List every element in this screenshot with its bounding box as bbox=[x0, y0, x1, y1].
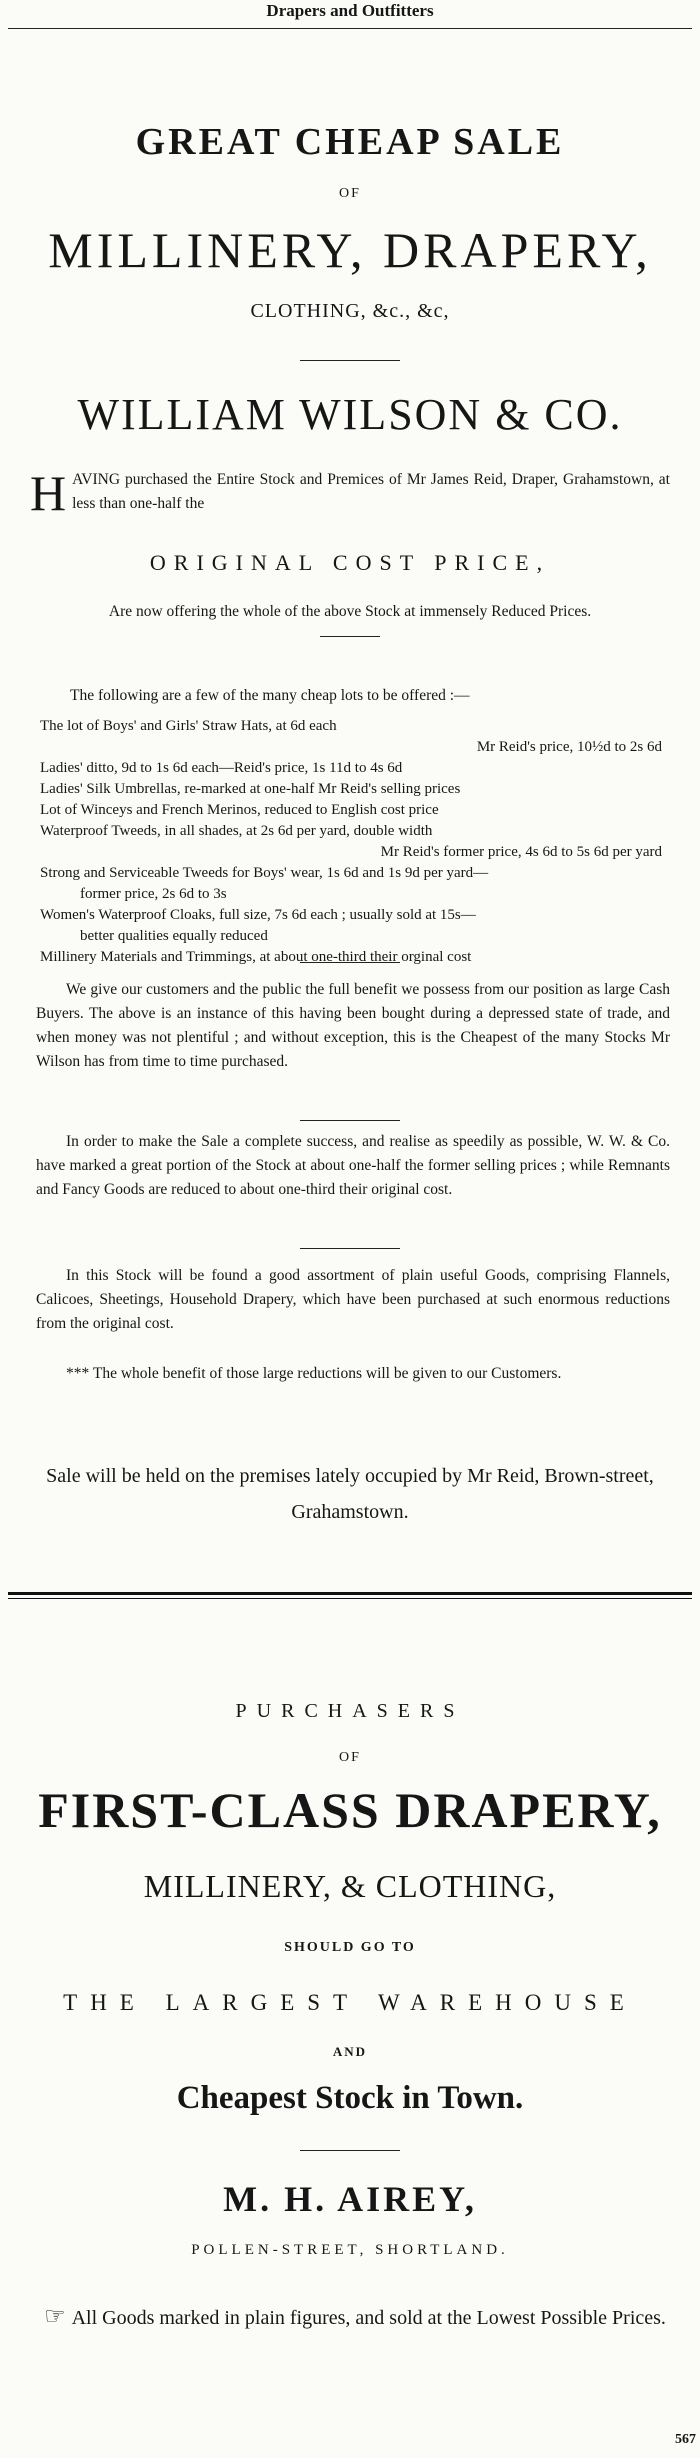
ad2-goods-notice bbox=[30, 2300, 680, 2335]
ad1-firm-name: WILLIAM WILSON & CO. bbox=[77, 390, 623, 439]
ad2-of: OF bbox=[339, 1750, 361, 1765]
ad1-paragraph-benefit-cash: We give our customers and the public the full benefit we possess from our position as large Cash Buyers. The above is an instance of this having been bought during a depressed state of trade, and when money was not plentiful ; and without exception, this is the Cheapest of the many Stocks Mr Wilson has from time to time purchased. bbox=[36, 981, 670, 1070]
ad2-headline: FIRST-CLASS DRAPERY, bbox=[38, 1782, 662, 1838]
ad1-following: The following are a few of the many cheap lots to be offered :— bbox=[70, 687, 470, 704]
ad2-address: POLLEN-STREET, SHORTLAND. bbox=[191, 2242, 509, 2258]
ad2-subject: MILLINERY, & CLOTHING, bbox=[143, 1868, 557, 1904]
ad2-largest-warehouse: THE LARGEST WAREHOUSE bbox=[63, 1990, 637, 2015]
ad1-original-cost: ORIGINAL COST PRICE, bbox=[149, 550, 551, 575]
list-item: Mr Reid's former price, 4s 6d to 5s 6d per yard bbox=[380, 844, 662, 860]
ad2-purchasers: PURCHASERS bbox=[235, 1700, 465, 1722]
list-item: Waterproof Tweeds, in all shades, at 2s 6d per yard, double width bbox=[40, 823, 433, 839]
list-item: Strong and Serviceable Tweeds for Boys' wear, 1s 6d and 1s 9d per yard— bbox=[40, 865, 489, 881]
section-divider-thick bbox=[8, 1592, 692, 1595]
pointing-hand-icon: ☞ bbox=[44, 2304, 66, 2330]
ad2-and: AND bbox=[332, 2044, 368, 2059]
ad1-paragraph-stock: In this Stock will be found a good assortment of plain useful Goods, comprising Flannels, Calicoes, Sheetings, Household Drapery, which have been purchased at such enormous reductions from the original cost. bbox=[36, 1267, 670, 1332]
ad1-subject: MILLINERY, DRAPERY, bbox=[48, 222, 652, 278]
list-item: better qualities equally reduced bbox=[80, 928, 268, 944]
ad1-offering: Are now offering the whole of the above Stock at immensely Reduced Prices. bbox=[108, 603, 592, 620]
ad1-paragraph-whole-benefit: *** The whole benefit of those large reductions will be given to our Customers. bbox=[66, 1365, 562, 1382]
list-item: The lot of Boys' and Girls' Straw Hats, at 6d each bbox=[40, 718, 337, 734]
ad2-firm-name: M. H. AIREY, bbox=[223, 2179, 477, 2219]
divider-rule bbox=[300, 2150, 400, 2151]
section-divider-thin bbox=[8, 1598, 692, 1599]
ad1-headline: GREAT CHEAP SALE bbox=[135, 121, 565, 163]
header-rule bbox=[8, 28, 692, 29]
list-item: Millinery Materials and Trimmings, at about one-third their orginal cost bbox=[40, 949, 472, 965]
divider-rule bbox=[320, 636, 380, 637]
list-item: Ladies' ditto, 9d to 1s 6d each—Reid's price, 1s 11d to 4s 6d bbox=[40, 760, 403, 776]
ad2-cheapest: Cheapest Stock in Town. bbox=[176, 2080, 524, 2116]
divider-rule bbox=[300, 1248, 400, 1249]
ad1-sale-notice: Sale will be held on the premises lately occupied by Mr Reid, Brown-street, Grahamstown. bbox=[46, 1465, 654, 1523]
ad1-clothing: CLOTHING, &c., &c, bbox=[250, 300, 450, 322]
ad1-paragraph-order: In order to make the Sale a complete success, and realise as speedily as possible, W. W. & Co. have marked a great portion of the Stock at about one-half the former selling prices ; while Remnants and Fancy Goods are reduced to about one-third their original cost. bbox=[36, 1133, 670, 1198]
page-header: Drapers and Outfitters bbox=[266, 1, 434, 20]
ad2-should-go-to: SHOULD GO TO bbox=[284, 1940, 416, 1955]
divider-rule bbox=[300, 1120, 400, 1121]
list-item: former price, 2s 6d to 3s bbox=[80, 886, 227, 902]
list-item: Mr Reid's price, 10½d to 2s 6d bbox=[476, 739, 662, 755]
page-number: 567 bbox=[675, 2432, 696, 2447]
drop-cap: H bbox=[30, 465, 67, 521]
ad1-item-list bbox=[40, 716, 670, 968]
list-item: Ladies' Silk Umbrellas, re-marked at one-half Mr Reid's selling prices bbox=[40, 781, 461, 797]
list-item: Lot of Winceys and French Merinos, reduced to English cost price bbox=[40, 802, 439, 818]
list-item: Women's Waterproof Cloaks, full size, 7s 6d each ; usually sold at 15s— bbox=[40, 907, 476, 923]
ad1-having-paragraph bbox=[30, 465, 670, 521]
goods-text: All Goods marked in plain figures, and sold at the Lowest Possible Prices. bbox=[71, 2307, 666, 2329]
divider-rule bbox=[300, 360, 400, 361]
divider-rule bbox=[300, 962, 400, 963]
having-text: AVING purchased the Entire Stock and Premices of Mr James Reid, Draper, Grahamstown, at less than one-half the bbox=[72, 471, 670, 512]
ad1-of: OF bbox=[339, 186, 361, 201]
